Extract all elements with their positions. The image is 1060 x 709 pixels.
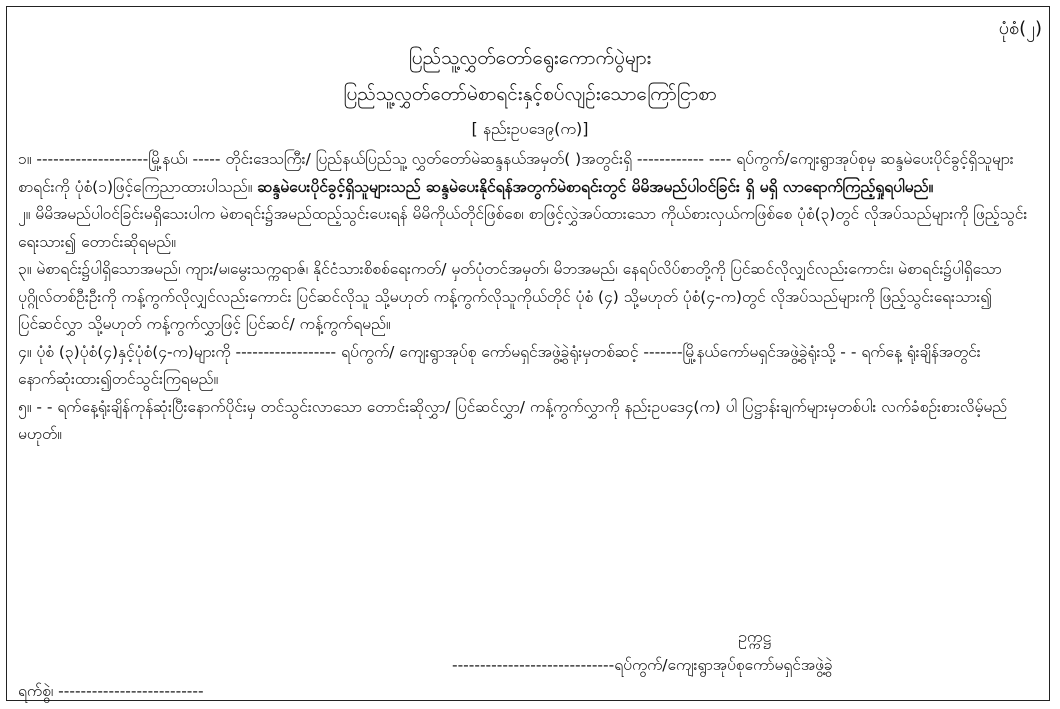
paragraph-number: ၅။ [18,397,32,416]
rule-reference: [ နည်းဥပဒေ၉(က)] [471,119,589,138]
paragraph-number: ၂။ [18,205,31,223]
paragraph-5 [18,394,1036,449]
paragraph-3 [18,256,1036,339]
paragraph-text: - - ရက်နေ့ရုံးချိန်ကုန်ဆုံးပြီးနောက်ပိုင်းမှ တင်သွင်းလာသော တောင်းဆိုလွှာ/ ပြင်ဆင်လွှာ/ ကန့်ကွက်လွှာကို နည်းဥပဒေ၄(က) ပါ ပြဋ္ဌာန်းချက်များမှတစ်ပါး လက်ခံစဉ်းစားလိမ့်မည်မဟုတ်။ [18,397,1008,443]
paragraph-text: မဲစာရင်း၌ပါရှိသောအမည်၊ ကျား/မ၊မွေးသက္ကရာဇ်၊ နိုင်ငံသားစိစစ်ရေးကတ်/ မှတ်ပုံတင်အမှတ်၊ မိဘအမည်၊ နေရပ်လိပ်စာတို့ကို ပြင်ဆင်လိုလျှင်လည်းကောင်း၊ မဲစာရင်း၌ပါရှိသောပုဂ္ဂိုလ်တစ်ဦးဦးကို ကန့်ကွက်လိုလျှင်လည်းကောင်း ပြင်ဆင်လိုသူ သို့မဟုတ် ကန့်ကွက်လိုသူကိုယ်တိုင် ပုံစံ (၄) သို့မဟုတ် ပုံစံ(၄-က)တွင် လိုအပ်သည်များကို ဖြည့်သွင်းရေးသား၍ ပြင်ဆင်လွှာ သို့မဟုတ် ကန့်ကွက်လွှာဖြင့် ပြင်ဆင်/ ကန့်ကွက်ရမည်။ [18,260,1002,333]
paragraph-text: မိမိအမည်ပါဝင်ခြင်းမရှိသေးပါက မဲစာရင်း၌အမည်ထည့်သွင်းပေးရန် မိမိကိုယ်တိုင်ဖြစ်စေ၊ စာဖြင့်လွှဲအပ်ထားသော ကိုယ်စားလှယ်ကဖြစ်စေ ပုံစံ(၃)တွင် လိုအပ်သည်များကို ဖြည့်သွင်းရေးသား၍ တောင်းဆိုရမည်။ [18,205,1028,251]
document-body [18,146,1036,449]
signature-line: -----------------------------ရပ်ကွက်/ကျေးရွာအုပ်စုကော်မရှင်အဖွဲ့ခွဲ [452,656,833,674]
paragraph-bold-text: ဆန္ဒမဲပေးပိုင်ခွင့်ရှိသူများသည် ဆန္ဒမဲပေးနိုင်ရန်အတွက်မဲစာရင်းတွင် မိမိအမည်ပါဝင်ခြင်း ရှိ မရှိ လာရောက်ကြည့်ရှုရပါမည်။ [257,177,934,196]
title-line-1: ပြည်သူ့လွှတ်တော်ရွေးကောက်ပွဲများ [408,47,652,69]
signature-title: ဥက္ကဋ္ဌ [738,627,772,646]
paragraph-number: ၄။ [18,342,32,361]
paragraph-text: --------------------မြို့နယ်၊ ----- တိုင်းဒေသကြီး/ ပြည်နယ်ပြည်သူ့ လွှတ်တော်မဲဆန္ဒနယ်အမှတ်( )အတွင်းရှိ ------------ ---- ရပ်ကွက်/ကျေးရွာအုပ်စုမှ ဆန္ဒမဲပေးပိုင်ခွင့်ရှိသူများစာရင်းကို ပုံစံ(၁)ဖြင့်ကြေညာထားပါသည်။ [18,150,1014,196]
paragraph-1 [18,146,1036,201]
paragraph-2 [18,201,1036,256]
paragraph-number: ၁။ [18,150,32,168]
title-line-2: ပြည်သူ့လွှတ်တော်မဲစာရင်းနှင့်စပ်လျဉ်းသောကြော်ငြာစာ [343,83,717,105]
paragraph-number: ၃။ [18,260,32,278]
date-line: ရက်စွဲ၊ -------------------------- [18,682,204,700]
paragraph-4 [18,339,1036,394]
form-number: ပုံစံ(၂) [998,18,1042,39]
paragraph-text: ပုံစံ (၃)ပုံစံ(၄)နှင့်ပုံစံ(၄-က)များကို ------------------ ရပ်ကွက်/ ကျေးရွာအုပ်စု ကော်မရှင်အဖွဲ့ခွဲရုံးမှတစ်ဆင့် -------မြို့နယ်ကော်မရှင်အဖွဲ့ခွဲရုံးသို့ - - ရက်နေ့ ရုံးချိန်အတွင်း နောက်ဆုံးထား၍တင်သွင်းကြရမည်။ [18,342,981,388]
